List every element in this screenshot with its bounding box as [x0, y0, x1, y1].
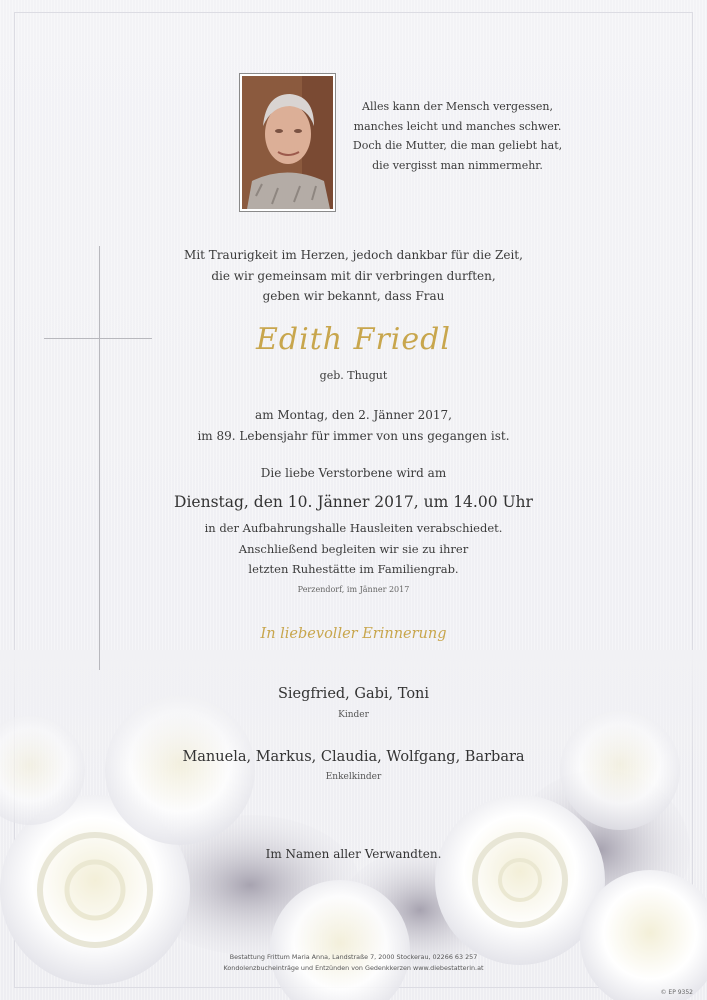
funeral-intro: Die liebe Verstorbene wird am [260, 466, 447, 480]
cross-vertical [99, 246, 100, 670]
death-text [0, 405, 707, 446]
footer [0, 952, 707, 974]
funeral-details [0, 518, 707, 580]
footer-line: Kondolenzbucheinträge und Entzünden von Gedenkkerzen www.diebestatterin.at [223, 964, 484, 972]
place-date: Perzendorf, im Jänner 2017 [297, 585, 410, 594]
children-names: Siegfried, Gabi, Toni [277, 686, 430, 702]
funeral-line: in der Aufbahrungshalle Hausleiten verabschiedet. [204, 521, 503, 535]
funeral-line: Anschließend begleiten wir sie zu ihrer [238, 541, 469, 556]
funeral-line: letzten Ruhestätte im Familiengrab. [248, 562, 459, 576]
intro-line: Mit Traurigkeit im Herzen, jedoch dankbar für die Zeit, [184, 248, 523, 262]
deceased-name: Edith Friedl [256, 322, 451, 357]
footer-line: Bestattung Frittum Maria Anna, Landstraße 7, 2000 Stockerau, 02266 63 257 [229, 953, 478, 961]
remembrance-heading: In liebevoller Erinnerung [260, 626, 447, 642]
intro-text [0, 245, 707, 307]
birth-name: geb. Thugut [319, 369, 388, 382]
funeral-date: Dienstag, den 10. Jänner 2017, um 14.00 Uhr [174, 493, 533, 511]
intro-line: geben wir bekannt, dass Frau [262, 289, 445, 303]
flowers-image [0, 650, 707, 1000]
death-line: am Montag, den 2. Jänner 2017, [255, 408, 452, 422]
poem-line: Doch die Mutter, die man geliebt hat, [352, 139, 563, 153]
death-line: im 89. Lebensjahr für immer von uns gegangen ist. [197, 428, 510, 443]
portrait-photo [239, 73, 336, 212]
poem-line: Alles kann der Mensch vergessen, [362, 100, 553, 113]
poem-line: manches leicht und manches schwer. [353, 119, 562, 133]
poem-line: die vergisst man nimmermehr. [372, 158, 543, 172]
poem [350, 97, 565, 175]
grandchildren-names: Manuela, Markus, Claudia, Wolfgang, Barbara [182, 749, 525, 765]
closing-text: Im Namen aller Verwandten. [265, 847, 442, 861]
portrait-image [242, 76, 333, 209]
product-code: © EP 9352 [660, 989, 693, 996]
grandchildren-role: Enkelkinder [325, 772, 382, 782]
intro-line: die wir gemeinsam mit dir verbringen durften, [211, 268, 496, 283]
children-role: Kinder [338, 710, 369, 720]
